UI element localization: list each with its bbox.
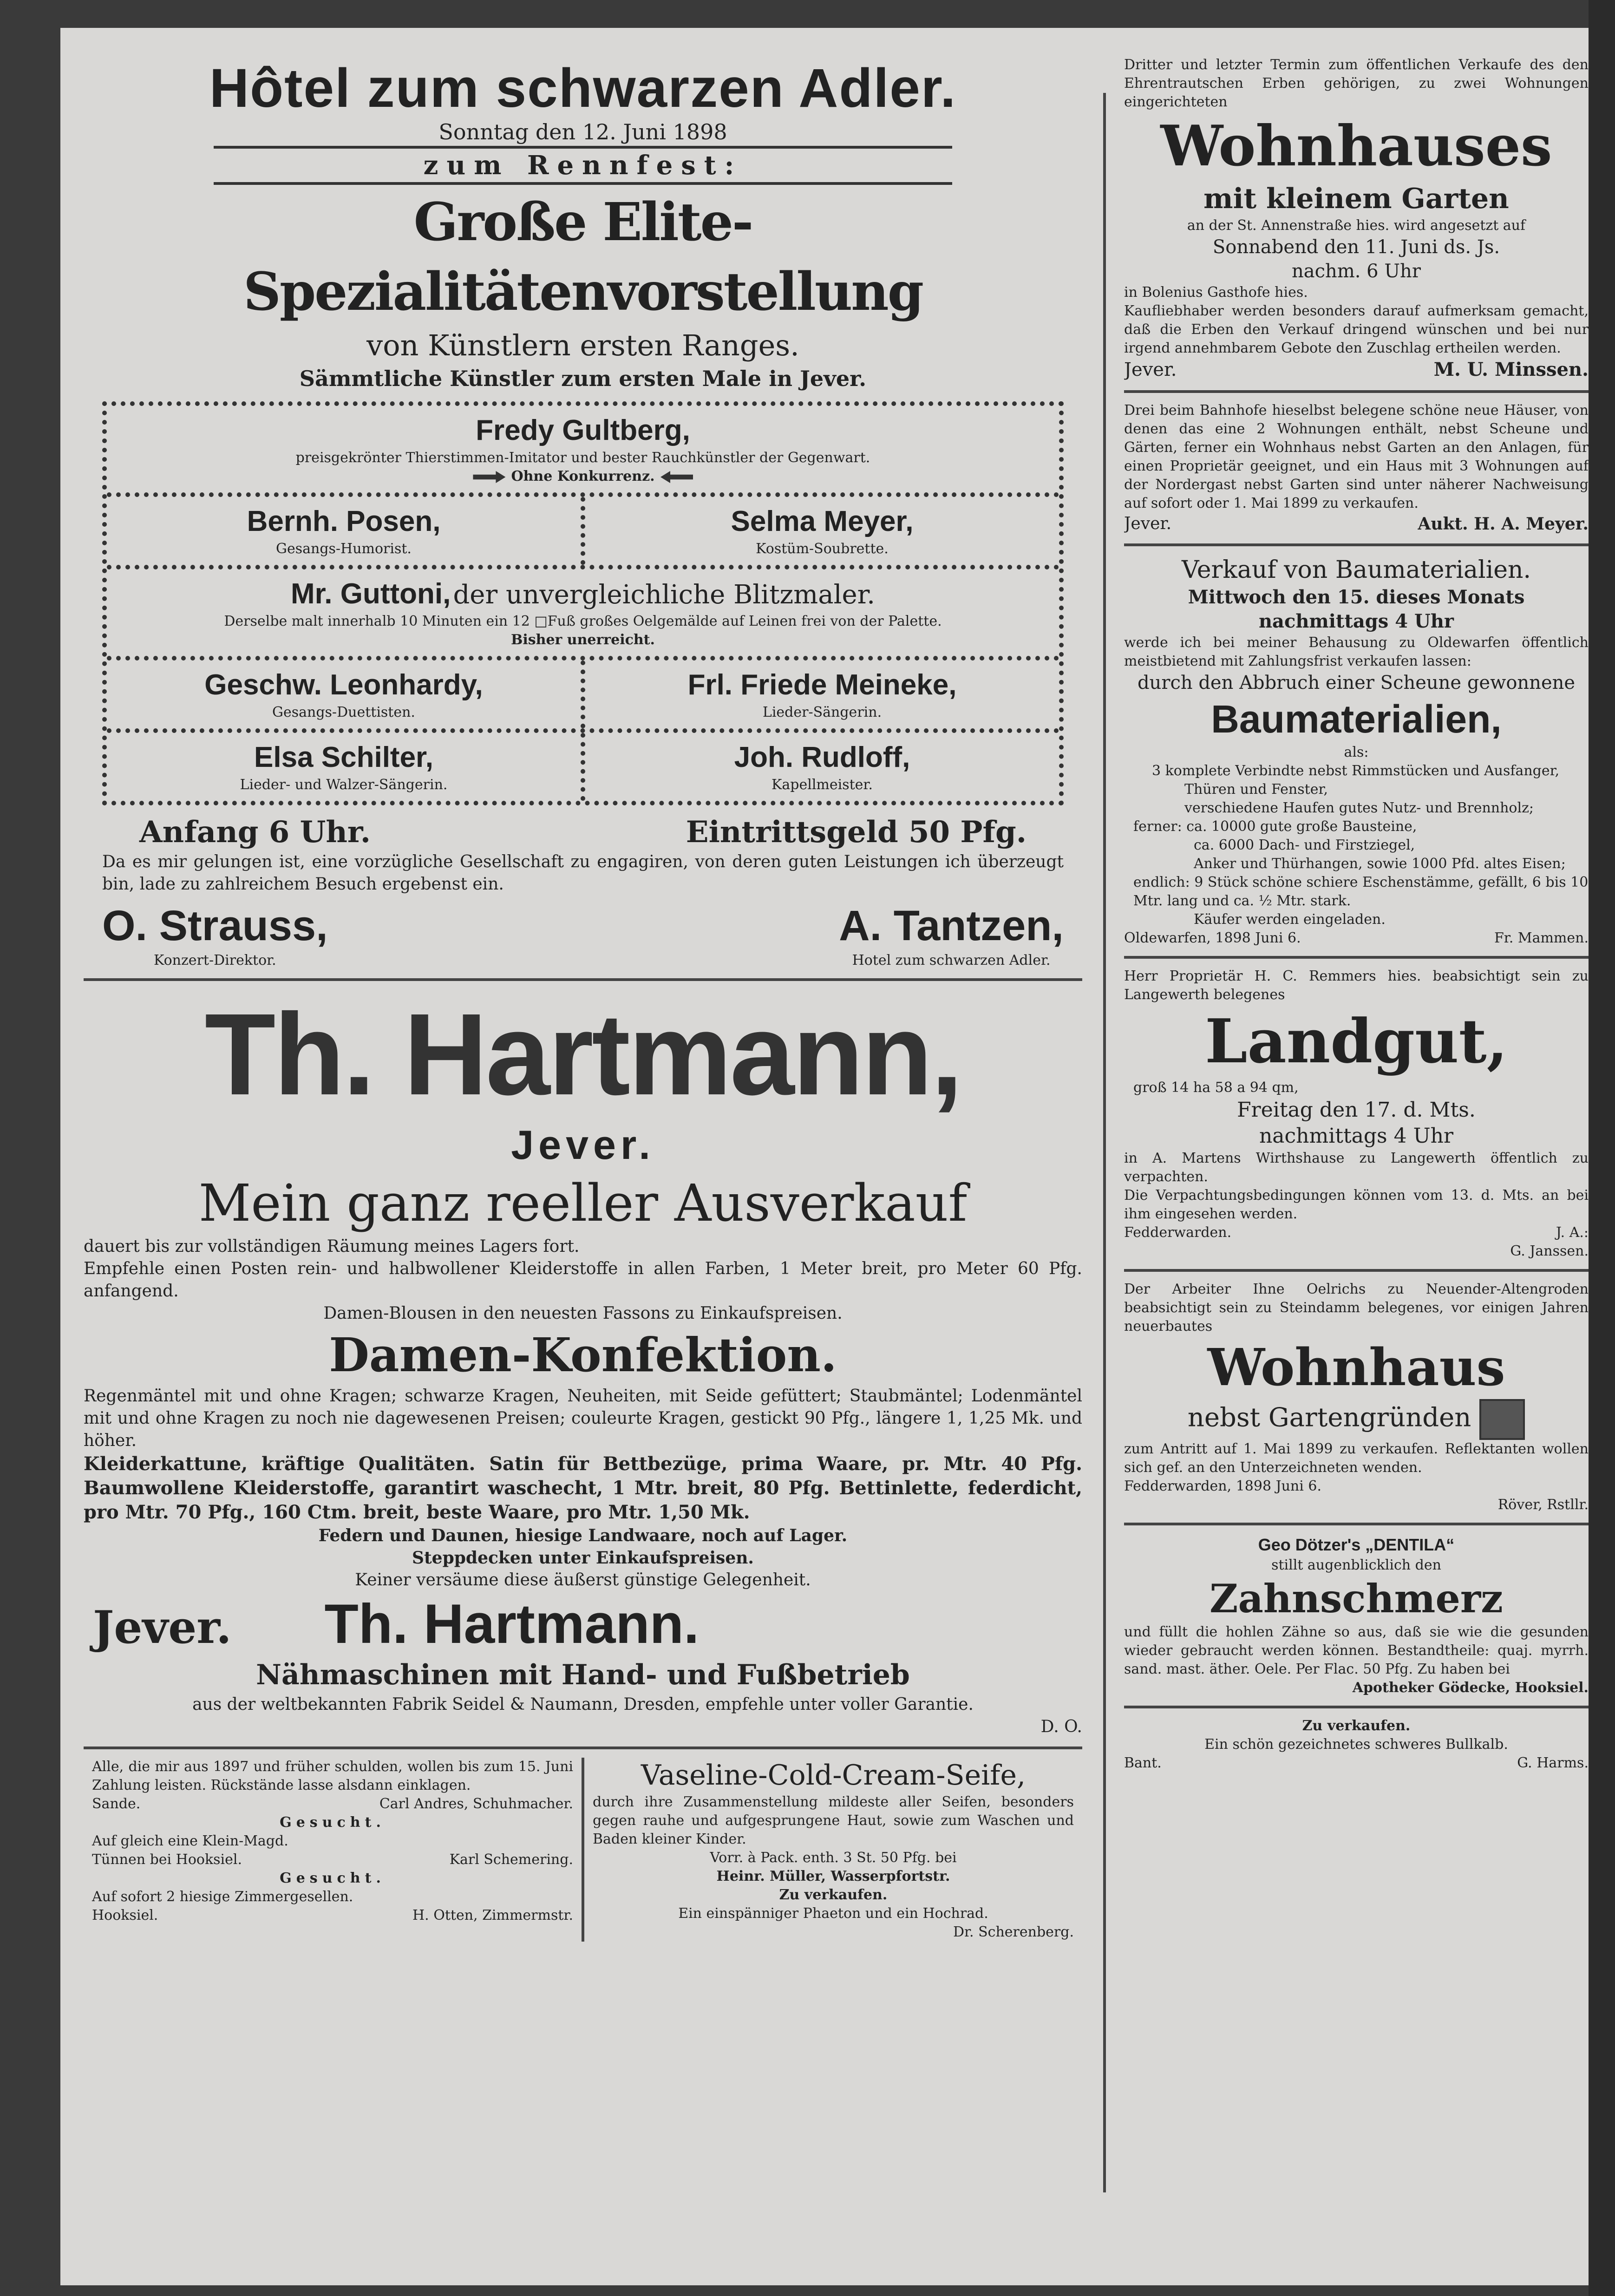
section-rule [84, 978, 1082, 981]
w7-head: Zu verkaufen. [1302, 1718, 1411, 1734]
w3-sig: Fr. Mammen. [1494, 930, 1589, 946]
w1-town: Jever. [1124, 359, 1177, 380]
hotel-headline: Große Elite-Spezialitätenvorstellung [243, 192, 923, 322]
artist-desc: Gesangs-Humorist. [276, 541, 412, 557]
w3-item: endlich: 9 Stück schöne schiere Eschenstämme, gefällt, 6 bis 10 Mtr. lang und ca. ½ Mtr. stark. [1133, 874, 1589, 909]
w3-item: Thüren und Fenster, [1184, 781, 1328, 798]
artist-name: Elsa Schilter, [254, 741, 433, 773]
w6-sub: stillt augenblicklich den [1271, 1557, 1441, 1573]
section-rule [1124, 1706, 1589, 1708]
w3-item: Anker und Thürhangen, sowie 1000 Pfd. altes Eisen; [1194, 856, 1566, 872]
artist-name: Bernh. Posen, [247, 505, 441, 537]
w4-sig-a: J. A.: [1556, 1224, 1589, 1241]
left-column [84, 56, 1082, 2202]
hartmann-name2: Th. Hartmann. [324, 1593, 700, 1655]
w7-place: Bant. [1124, 1755, 1162, 1771]
w5-place: Fedderwarden, 1898 Juni 6. [1124, 1478, 1321, 1494]
hartmann-headline2: Damen-Konfektion. [329, 1328, 837, 1382]
w4-time: nachmittags 4 Uhr [1259, 1124, 1454, 1148]
w3-text: werde ich bei meiner Behausung zu Oldewarfen öffentlich meistbietend mit Zahlungsfrist verkaufen lassen: [1124, 635, 1589, 669]
entry-fee: Eintrittsgeld 50 Pfg. [686, 815, 1027, 850]
hotel-sub1: von Künstlern ersten Ranges. [366, 328, 799, 362]
small-ads-row [84, 1758, 1082, 1942]
ad-place: Hooksiel. [92, 1907, 158, 1923]
w4-text: in A. Martens Wirthshause zu Langewerth öffentlich zu verpachten. [1124, 1150, 1589, 1185]
scan-border [1589, 0, 1615, 2296]
show-start: Anfang 6 Uhr. [139, 815, 371, 850]
machines-head: Nähmaschinen mit Hand- und Fußbetrieb [256, 1659, 910, 1691]
pointing-hand-icon [660, 471, 693, 483]
machines-sig: D. O. [1040, 1717, 1082, 1736]
small-ads-left [84, 1758, 582, 1942]
w6-sig: Apotheker Gödecke, Hooksiel. [1352, 1680, 1589, 1696]
w5-intro: Der Arbeiter Ihne Oelrichs zu Neuender-Altengroden beabsichtigt sein zu Steindamm belegenes, vor einigen Jahren neuerbautes [1124, 1281, 1589, 1334]
artist-row [107, 406, 1059, 497]
w1-date: Sonnabend den 11. Juni ds. Js. [1212, 236, 1500, 258]
w1-text: Kaufliebhaber werden besonders darauf aufmerksam gemacht, daß die Erben den Verkauf dringend wünschen und bei nur irgend annehmbarem Gebote den Zuschlag ertheilen werden. [1124, 303, 1589, 356]
artist-name: Selma Meyer, [731, 505, 914, 537]
ad-text: Alle, die mir aus 1897 und früher schulden, wollen bis zum 15. Juni Zahlung leisten. Rückstände lasse alsdann einklagen. [92, 1759, 573, 1793]
section-rule [1124, 1269, 1589, 1272]
hotel-occasion: zum Rennfest: [214, 146, 952, 185]
artist-row [107, 569, 1059, 661]
artist-name: Joh. Rudloff, [734, 741, 910, 773]
artist-row [107, 733, 1059, 801]
hartmann-p8: Keiner versäume diese äußerst günstige Gelegenheit. [355, 1570, 811, 1590]
w3-item: ca. 6000 Dach- und Firstziegel, [1194, 837, 1415, 853]
artist-name: Geschw. Leonhardy, [204, 669, 483, 701]
section-rule [84, 1747, 1082, 1749]
hartmann-place: Jever. [511, 1122, 655, 1168]
soap-price: Vorr. à Pack. enth. 3 St. 50 Pfg. bei [710, 1850, 957, 1866]
w1-intro: Dritter und letzter Termin zum öffentlichen Verkaufe des den Ehrentrautschen Erben gehörigen, zu zwei Wohnungen eingerichteten [1124, 57, 1589, 110]
soap-head: Vaseline-Cold-Cream-Seife, [641, 1759, 1026, 1792]
artist-tag: der unvergleichliche Blitzmaler. [453, 580, 876, 610]
soap-sig: Heinr. Müller, Wasserpfortstr. [716, 1868, 950, 1884]
w6-head: Geo Dötzer's „DENTILA“ [1258, 1535, 1455, 1554]
w2-text: Drei beim Bahnhofe hieselbst belegene schöne neue Häuser, von denen das eine 2 Wohnungen enthält, nebst Scheune und Gärten, ferner ein Wohnhaus nebst Garten an den Anlagen, für einen Proprietär geeignet, und ein Haus mit 3 Wohnungen auf der Nordergast nebst Garten sind unter näherer Nachweisung auf sofort oder 1. Mai 1899 zu verkaufen. [1124, 402, 1589, 511]
section-rule [1124, 956, 1589, 959]
hotel-date: Sonntag den 12. Juni 1898 [438, 119, 727, 144]
w7-sig: G. Harms. [1517, 1755, 1589, 1771]
hartmann-headline: Mein ganz reeller Ausverkauf [198, 1173, 968, 1233]
artist-desc: Lieder- und Walzer-Sängerin. [240, 777, 448, 793]
ad-head: Gesucht. [280, 1870, 386, 1886]
sale-text: Ein einspänniger Phaeton und ein Hochrad. [678, 1905, 988, 1922]
signature-role: Hotel zum schwarzen Adler. [852, 952, 1051, 968]
hartmann-p4: Regenmäntel mit und ohne Kragen; schwarze Kragen, Neuheiten, mit Seide gefüttert; Staubmäntel; Lodenmäntel mit und ohne Kragen zu noch nie dagewesenen Preisen; couleurte Kragen, gestickt 90 Pfg., längere 1, 1,25 Mk. und höher. [84, 1387, 1082, 1450]
w1-head: Wohnhauses [1160, 113, 1552, 179]
w1-loc: an der St. Annenstraße hies. wird angesetzt auf [1187, 217, 1526, 234]
hotel-sub2: Sämmtliche Künstler zum ersten Male in Jever. [299, 366, 867, 391]
ad-place: Sande. [92, 1796, 141, 1812]
section-rule [1124, 1523, 1589, 1525]
artist-grid [102, 401, 1064, 805]
artist-name: Fredy Gultberg, [476, 414, 690, 446]
w5-sub: nebst Gartengründen [1187, 1402, 1471, 1433]
w3-als: als: [1344, 744, 1369, 760]
w3-item: 3 komplete Verbindte nebst Rimmstücken und Ausfanger, [1152, 763, 1560, 779]
w7-text: Ein schön gezeichnetes schweres Bullkalb. [1204, 1736, 1508, 1753]
w3-time: nachmittags 4 Uhr [1258, 610, 1454, 632]
artist-desc: preisgekrönter Thierstimmen-Imitator und bester Rauchkünstler der Gegenwart. [295, 450, 870, 466]
w1-sub: mit kleinem Garten [1203, 183, 1509, 215]
w3-head: Verkauf von Baumaterialien. [1181, 556, 1531, 584]
w5-text: zum Antritt auf 1. Mai 1899 zu verkaufen. Reflektanten wollen sich gef. an den Unterzeichneten wenden. [1124, 1441, 1589, 1476]
hartmann-p2: Empfehle einen Posten rein- und halbwollener Kleiderstoffe in allen Farben, 1 Meter breit, pro Meter 60 Pfg. anfangend. [84, 1259, 1082, 1301]
artist-desc: Derselbe malt innerhalb 10 Minuten ein 12 □Fuß großes Oelgemälde auf Leinen frei von der Palette. [224, 613, 942, 629]
sale-sig: Dr. Scherenberg. [953, 1924, 1074, 1940]
artist-note: Bisher unerreicht. [511, 632, 655, 648]
ad-head: Gesucht. [280, 1814, 386, 1831]
section-rule [1124, 390, 1589, 393]
ad-sig: Karl Schemering. [449, 1851, 573, 1868]
right-column [1124, 56, 1589, 2202]
w2-sig: Aukt. H. A. Meyer. [1418, 514, 1589, 534]
w3-big: Baumaterialien, [1211, 697, 1502, 741]
ad-sig: Carl Andres, Schuhmacher. [379, 1796, 573, 1812]
signature-strauss: O. Strauss, [102, 902, 328, 949]
hartmann-p1: dauert bis zur vollständigen Räumung meines Lagers fort. [84, 1237, 580, 1256]
ad-text: Auf gleich eine Klein-Magd. [92, 1833, 288, 1849]
hotel-text: Da es mir gelungen ist, eine vorzügliche Gesellschaft zu engagiren, von deren guten Leistungen ich überzeugt bin, lade zu zahlreichem Besuch ergebenst ein. [102, 852, 1064, 894]
hotel-title: Hôtel zum schwarzen Adler. [209, 58, 957, 119]
w3-item: verschiedene Haufen gutes Nutz- und Brennholz; [1184, 800, 1534, 816]
artist-note: Ohne Konkurrenz. [511, 468, 655, 484]
ad-place: Tünnen bei Hooksiel. [92, 1851, 242, 1868]
hartmann-name: Th. Hartmann, [204, 989, 961, 1119]
artist-desc: Gesangs-Duettisten. [272, 704, 415, 720]
w3-item: Käufer werden eingeladen. [1194, 911, 1386, 928]
w1-time: nachm. 6 Uhr [1292, 261, 1421, 282]
w4-intro: Herr Proprietär H. C. Remmers hies. beabsichtigt sein zu Langewerth belegenes [1124, 968, 1589, 1003]
sale-head: Zu verkaufen. [779, 1887, 888, 1903]
stamp-icon [1479, 1399, 1525, 1440]
w3-sub: durch den Abbruch einer Scheune gewonnene [1137, 672, 1576, 693]
w4-head: Landgut, [1205, 1006, 1508, 1077]
artist-name: Frl. Friede Meineke, [687, 669, 957, 701]
w3-date: Mittwoch den 15. dieses Monats [1188, 586, 1525, 608]
artist-desc: Kapellmeister. [771, 777, 873, 793]
w3-place: Oldewarfen, 1898 Juni 6. [1124, 930, 1301, 946]
artist-cell [107, 406, 1059, 492]
artist-desc: Lieder-Sängerin. [762, 704, 882, 720]
w4-date: Freitag den 17. d. Mts. [1237, 1098, 1476, 1122]
hartmann-p6: Federn und Daunen, hiesige Landwaare, noch auf Lager. [318, 1526, 848, 1545]
small-ads-right [582, 1758, 1082, 1942]
artist-row [107, 661, 1059, 733]
w4-text2: Die Verpachtungsbedingungen können vom 13. d. Mts. an bei ihm eingesehen werden. [1124, 1187, 1589, 1222]
w2-town: Jever. [1124, 514, 1172, 533]
hartmann-town: Jever. [93, 1601, 232, 1654]
w1-place: in Bolenius Gasthofe hies. [1124, 284, 1308, 301]
w6-big: Zahnschmerz [1210, 1576, 1503, 1622]
artist-row [107, 497, 1059, 569]
hartmann-p3: Damen-Blousen in den neuesten Fassons zu Einkaufspreisen. [323, 1304, 843, 1323]
signature-tantzen: A. Tantzen, [839, 902, 1064, 949]
w5-sig: Röver, Rstllr. [1497, 1497, 1589, 1513]
column-divider [1103, 93, 1106, 2192]
w5-head: Wohnhaus [1207, 1337, 1505, 1397]
pointing-hand-icon [473, 471, 505, 483]
hartmann-p5: Kleiderkattune, kräftige Qualitäten. Satin für Bettbezüge, prima Waare, pr. Mtr. 40 Pfg. Baumwollene Kleiderstoffe, garantirt waschecht, 1 Mtr. breit, 80 Pfg. Bettinlette, federdicht, pro Mtr. 70 Pfg., 160 Ctm. breit, beste Waare, pro Mtr. 1,50 Mk. [84, 1453, 1082, 1523]
soap-text: durch ihre Zusammenstellung mildeste aller Seifen, besonders gegen rauhe und aufgesprungene Haut, sowie zum Waschen und Baden kleiner Kinder. [593, 1794, 1074, 1847]
w1-sig: M. U. Minssen. [1433, 359, 1589, 380]
w4-size: groß 14 ha 58 a 94 qm, [1133, 1079, 1299, 1096]
hartmann-p7: Steppdecken unter Einkaufspreisen. [412, 1548, 754, 1568]
artist-desc: Kostüm-Soubrette. [756, 541, 889, 557]
w4-place: Fedderwarden. [1124, 1224, 1232, 1241]
section-rule [1124, 543, 1589, 546]
w6-text: und füllt die hohlen Zähne so aus, daß sie wie die gesunden wieder gebraucht werden können. Bestandtheile: quaj. myrrh. sand. mast. äther. Oele. Per Flac. 50 Pfg. Zu haben bei [1124, 1624, 1589, 1677]
w4-sig: G. Janssen. [1510, 1243, 1589, 1259]
ad-sig: H. Otten, Zimmermstr. [412, 1907, 573, 1923]
signature-role: Konzert-Direktor. [154, 952, 276, 968]
ad-text: Auf sofort 2 hiesige Zimmergesellen. [92, 1889, 353, 1905]
artist-name: Mr. Guttoni, [290, 578, 451, 610]
w3-item: ferner: ca. 10000 gute große Bausteine, [1133, 818, 1417, 835]
machines-text: aus der weltbekannten Fabrik Seidel & Naumann, Dresden, empfehle unter voller Garantie. [192, 1695, 974, 1714]
